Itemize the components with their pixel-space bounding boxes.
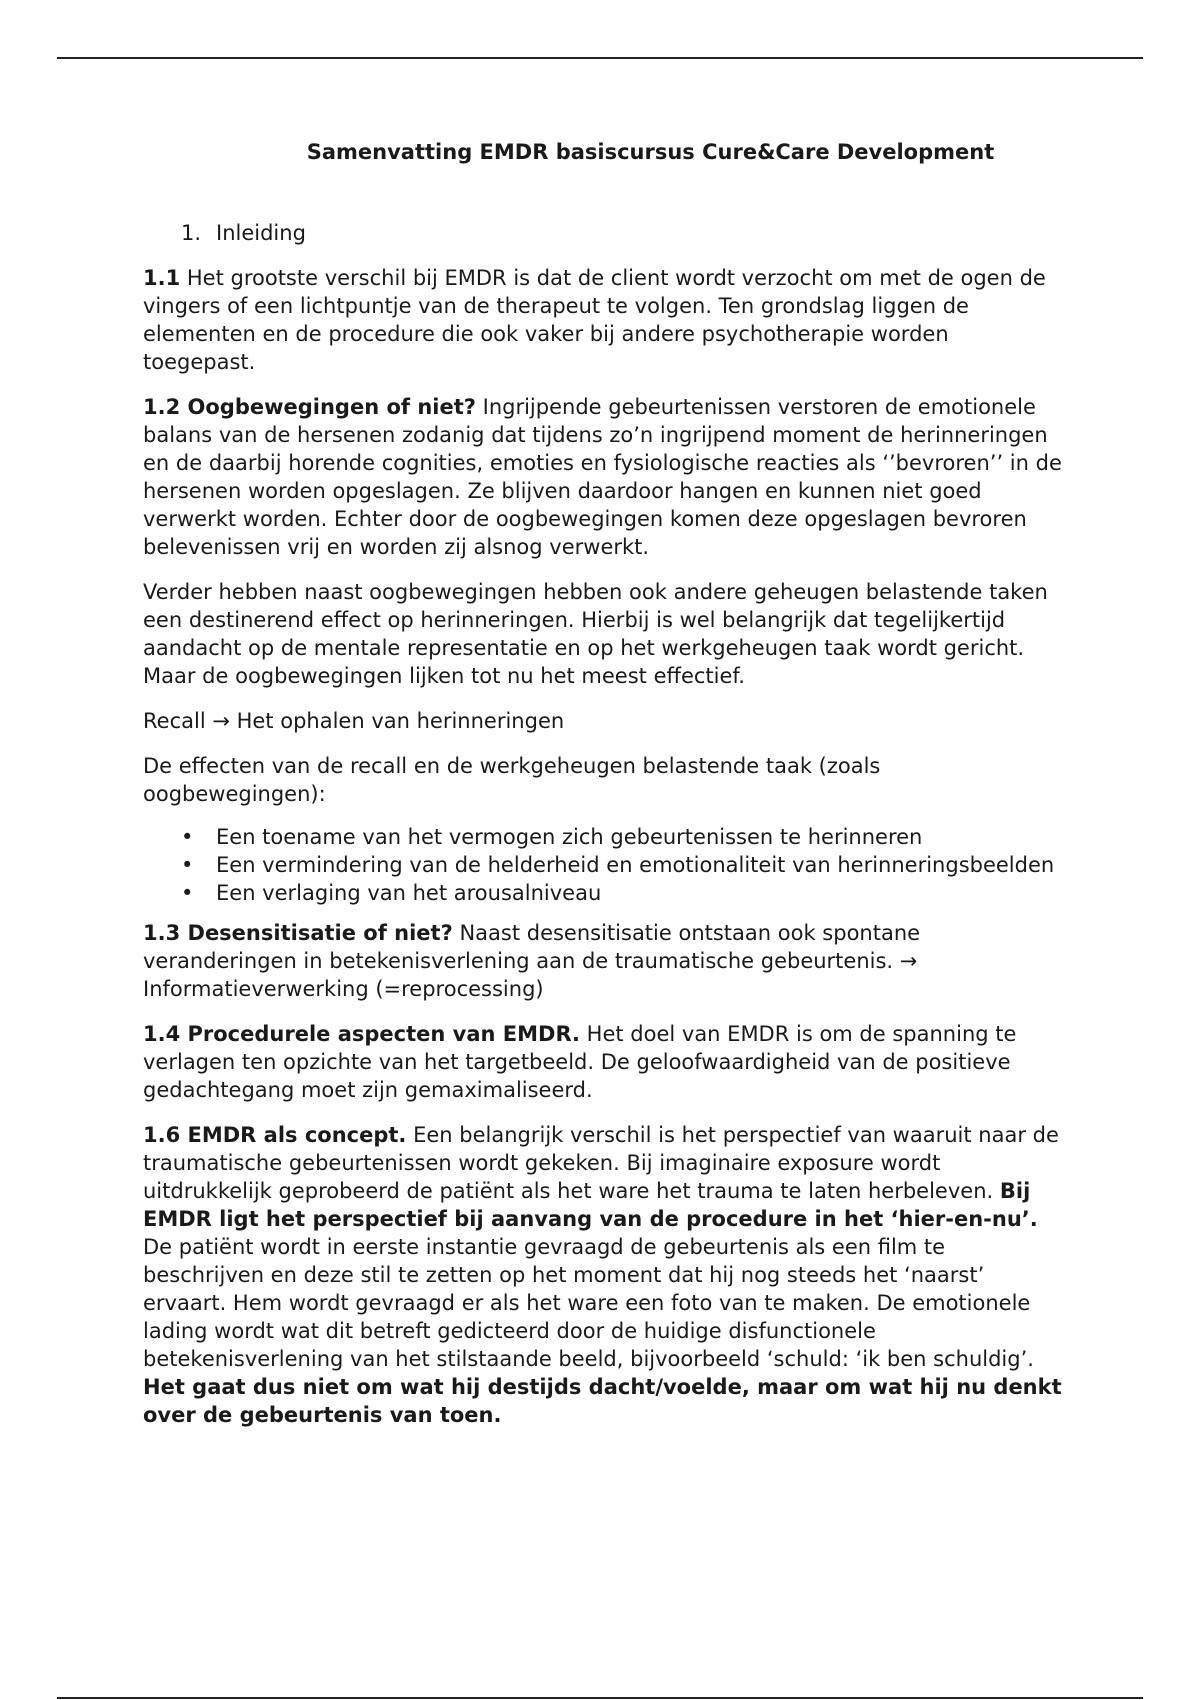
- section-number: 1.: [181, 221, 202, 245]
- section-heading: [181, 219, 1063, 247]
- paragraph-number: 1.1: [143, 266, 181, 290]
- paragraph-text: Naast desensitisatie ontstaan ook spontane veranderingen in betekenisverlening aan de traumatische gebeurtenis. → Informatieverwerking (=reprocessing): [143, 921, 921, 1001]
- effects-list: [143, 823, 1063, 907]
- paragraph-1-1: [143, 264, 1063, 376]
- list-item: • Een verlaging van het arousalniveau: [143, 879, 1063, 907]
- paragraph-1-6: [143, 1121, 1063, 1429]
- list-item: • Een toename van het vermogen zich gebeurtenissen te herinneren: [143, 823, 1063, 851]
- emphasis-text: Het gaat dus niet om wat hij destijds dacht/voelde, maar om wat hij nu denkt over de gebeurtenis van toen.: [143, 1375, 1062, 1427]
- document-body: [143, 138, 1063, 1446]
- header-rule: [57, 57, 1143, 59]
- paragraph-1-2: [143, 393, 1063, 561]
- paragraph-text: Het grootste verschil bij EMDR is dat de client wordt verzocht om met de ogen de vingers of een lichtpuntje van de therapeut te volgen. Ten grondslag liggen de elementen en de procedure die ook vaker bij andere psychotherapie worden toegepast.: [143, 266, 1046, 374]
- paragraph-heading: 1.2 Oogbewegingen of niet?: [143, 395, 476, 419]
- paragraph-text: Ingrijpende gebeurtenissen verstoren de emotionele balans van de hersenen zodanig dat tijdens zo’n ingrijpend moment de herinneringen en de daarbij horende cognities, emoties en fysiologische reacties als ‘’bevroren’’ in de hersenen worden opgeslagen. Ze blijven daardoor hangen en kunnen niet goed verwerkt worden. Echter door de oogbewegingen komen deze opgeslagen bevroren belevenissen vrij en worden zij alsnog verwerkt.: [143, 395, 1062, 559]
- paragraph-1-3: [143, 919, 1063, 1003]
- paragraph-heading: 1.4 Procedurele aspecten van EMDR.: [143, 1022, 580, 1046]
- paragraph-text: De patiënt wordt in eerste instantie gevraagd de gebeurtenis als een film te beschrijven en deze stil te zetten op het moment dat hij nog steeds het ‘naarst’ ervaart. Hem wordt gevraagd er als het ware een foto van te maken. De emotionele lading wordt wat dit betreft gedicteerd door de huidige disfunctionele betekenisverlening van het stilstaande beeld, bijvoorbeeld ‘schuld: ‘ik ben schuldig’.: [143, 1235, 1034, 1371]
- paragraph-text: Een belangrijk verschil is het perspectief van waaruit naar de traumatische gebeurtenissen wordt gekeken. Bij imaginaire exposure wordt uitdrukkelijk geprobeerd de patiënt als het ware het trauma te laten herbeleven.: [143, 1123, 1059, 1203]
- list-item: • Een vermindering van de helderheid en emotionaliteit van herinneringsbeelden: [143, 851, 1063, 879]
- paragraph-text: Het doel van EMDR is om de spanning te verlagen ten opzichte van het targetbeeld. De geloofwaardigheid van de positieve gedachtegang moet zijn gemaximaliseerd.: [143, 1022, 1017, 1102]
- document-title: Samenvatting EMDR basiscursus Cure&Care Development: [306, 140, 995, 164]
- paragraph-heading: 1.3 Desensitisatie of niet?: [143, 921, 453, 945]
- emphasis-text: Bij EMDR ligt het perspectief bij aanvang van de procedure in het ‘hier-en-nu’.: [143, 1179, 1038, 1231]
- section-label: Inleiding: [216, 221, 306, 245]
- paragraph-1-4: [143, 1020, 1063, 1104]
- paragraph-heading: 1.6 EMDR als concept.: [143, 1123, 407, 1147]
- paragraph-effecten: De effecten van de recall en de werkgeheugen belastende taak (zoals oogbewegingen):: [143, 754, 881, 806]
- paragraph-verder: Verder hebben naast oogbewegingen hebben ook andere geheugen belastende taken een destinerend effect op herinneringen. Hierbij is wel belangrijk dat tegelijkertijd aandacht op de mentale representatie en op het werkgeheugen taak wordt gericht. Maar de oogbewegingen lijken tot nu het meest effectief.: [143, 580, 1048, 688]
- paragraph-recall: Recall → Het ophalen van herinneringen: [143, 709, 565, 733]
- footer-rule: [57, 1697, 1143, 1699]
